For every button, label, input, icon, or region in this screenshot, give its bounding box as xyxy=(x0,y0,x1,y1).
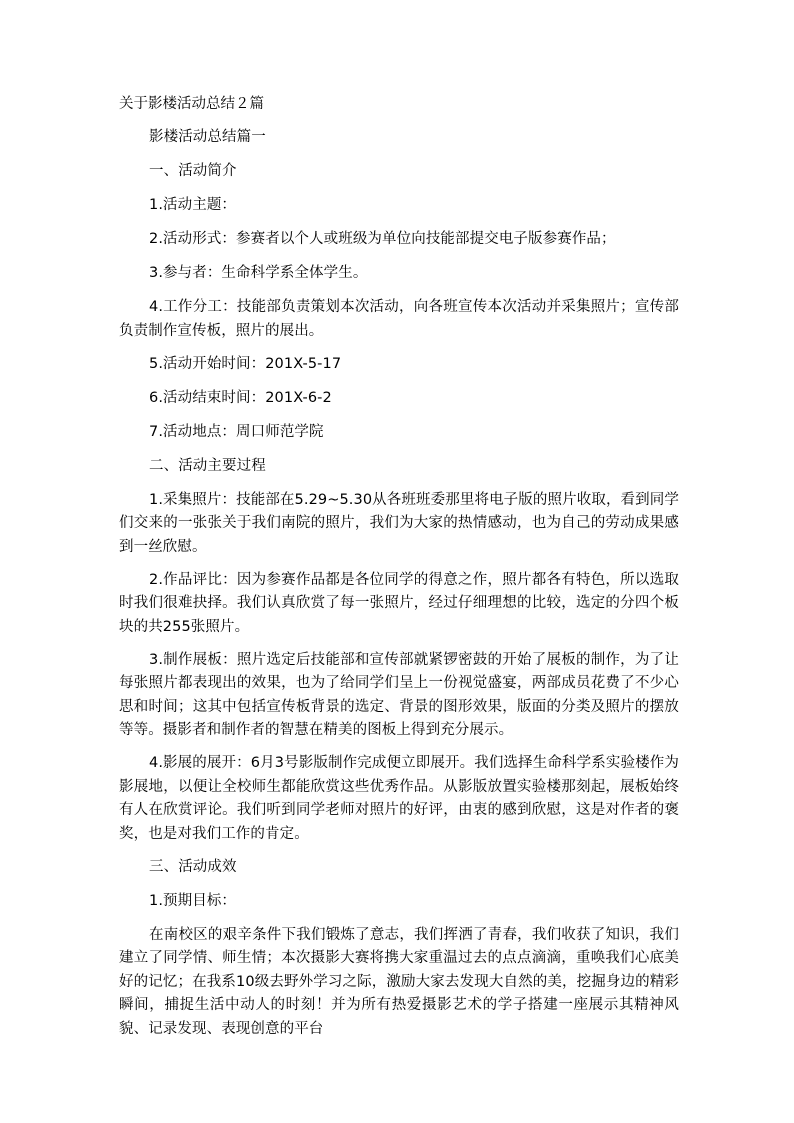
paragraph: 5.活动开始时间：201X-5-17 xyxy=(149,355,342,372)
section-heading: 二、活动主要过程 xyxy=(149,457,266,474)
paragraph: 2.作品评比：因为参赛作品都是各位同学的得意之作，照片都各有特色，所以选取时我们很难抉择。我们认真欣赏了每一张照片，经过仔细理想的比较，选定的分四个板块的共255张照片。 xyxy=(119,571,679,635)
paragraph: 在南校区的艰辛条件下我们锻炼了意志，我们挥洒了青春，我们收获了知识，我们建立了同学情、师生情；本次摄影大赛将携大家重温过去的点点滴滴，重唤我们心底美好的记忆；在我系10级去野外学习之际，激励大家去发现大自然的美，挖掘身边的精彩瞬间，捕捉生活中动人的时刻！并为所有热爱摄影艺术的学子搭建一座展示其精神风貌、记录发现、表现创意的平台 xyxy=(119,926,679,1037)
paragraph: 7.活动地点：周口师范学院 xyxy=(149,423,324,440)
paragraph: 2.活动形式：参赛者以个人或班级为单位向技能部提交电子版参赛作品； xyxy=(149,231,616,247)
document-title: 关于影楼活动总结２篇 xyxy=(119,96,264,112)
document-page xyxy=(119,93,679,1051)
paragraph: 3.参与者：生命科学系全体学生。 xyxy=(149,265,368,281)
section-heading: 一、活动简介 xyxy=(149,163,237,179)
paragraph: 4.影展的展开：6月3号影版制作完成便立即展开。我们选择生命科学系实验楼作为影展地，以便让全校师生都能欣赏这些优秀作品。从影版放置实验楼那刻起，展板始终有人在欣赏评论。我们听到同学老师对照片的好评，由衷的感到欣慰，这是对作者的褒奖，也是对我们工作的肯定。 xyxy=(119,755,679,842)
paragraph: 1.采集照片：技能部在5.29~5.30从各班班委那里将电子版的照片收取，看到同学们交来的一张张关于我们南院的照片，我们为大家的热情感动，也为自己的劳动成果感到一丝欣慰。 xyxy=(119,491,679,555)
paragraph: 1.预期目标： xyxy=(149,892,237,909)
paragraph: 6.活动结束时间：201X-6-2 xyxy=(149,389,332,406)
paragraph: 1.活动主题： xyxy=(149,197,237,213)
paragraph: 3.制作展板：照片选定后技能部和宣传部就紧锣密鼓的开始了展板的制作，为了让每张照片都表现出的效果，也为了给同学们呈上一份视觉盛宴，两部成员花费了不少心思和时间；这其中包括宣传板背景的选定、背景的图形效果，版面的分类及照片的摆放等等。摄影者和制作者的智慧在精美的图板上得到充分展示。 xyxy=(119,651,679,738)
section-heading: 影楼活动总结篇一 xyxy=(149,129,266,145)
paragraph: 4.工作分工：技能部负责策划本次活动，向各班宣传本次活动并采集照片；宣传部负责制作宣传板，照片的展出。 xyxy=(119,299,679,339)
section-heading: 三、活动成效 xyxy=(149,858,237,875)
